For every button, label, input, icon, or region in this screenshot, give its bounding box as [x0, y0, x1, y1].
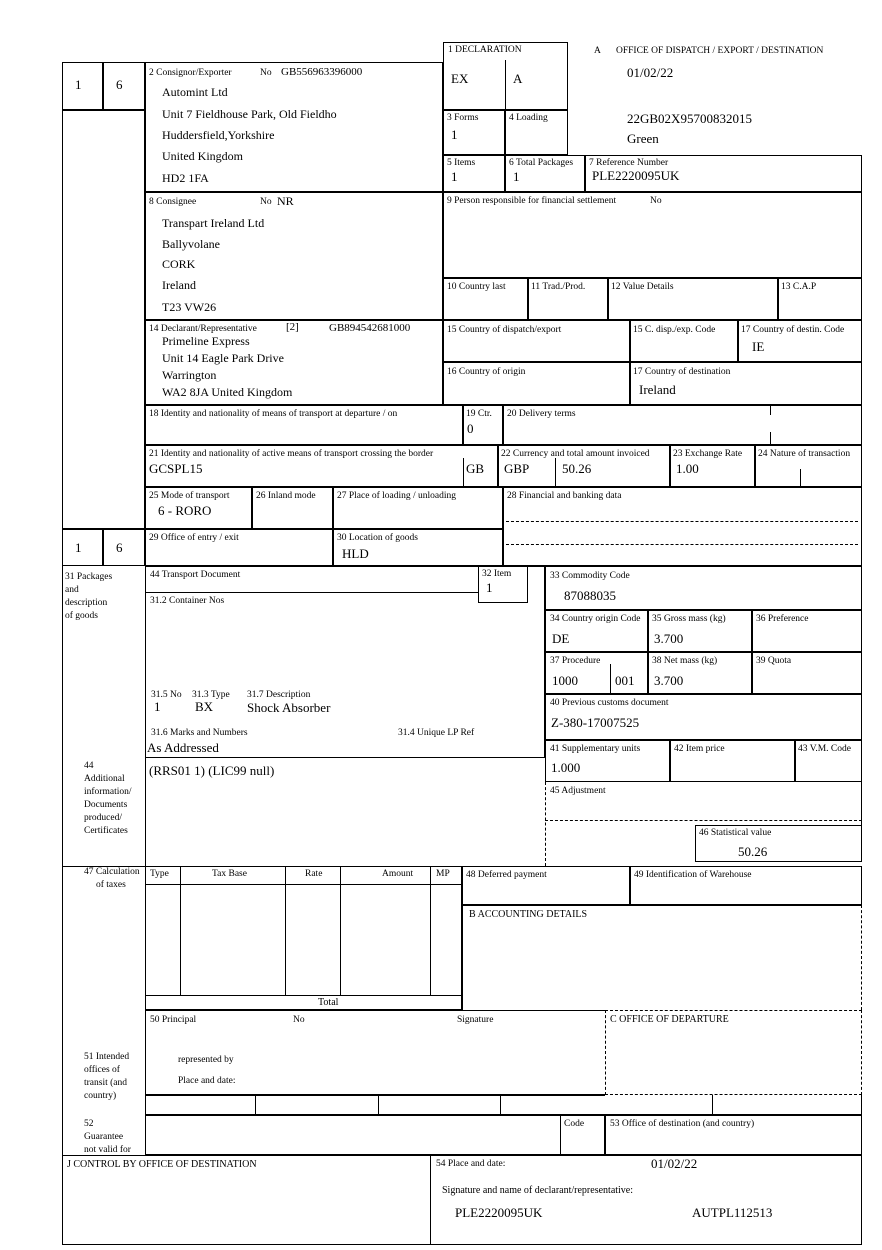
divider: [545, 820, 862, 821]
tax-col-mp: MP: [436, 869, 450, 879]
box44t-label: 44 Transport Document: [150, 570, 241, 580]
box9-label: 9 Person responsible for financial settlement: [447, 196, 617, 206]
tax-col-type: Type: [150, 869, 169, 879]
statistical-value: 50.26: [738, 844, 768, 859]
transit-row-left: [145, 1095, 605, 1115]
declaration-subtype: A: [513, 71, 523, 86]
declaration-type: EX: [451, 71, 469, 86]
invoice-amount: 50.26: [562, 461, 592, 476]
box35-label: 35 Gross mass (kg): [652, 614, 726, 624]
box29-label: 29 Office of entry / exit: [149, 533, 239, 543]
box17a-label: 17 Country of destin. Code: [741, 325, 845, 335]
box37-label: 37 Procedure: [550, 656, 601, 666]
box44-label: Documents: [84, 800, 128, 810]
box47-label: 47 Calculation: [84, 867, 140, 877]
box7-label: 7 Reference Number: [589, 158, 669, 168]
margin-cell-1b: [62, 529, 103, 566]
boxB-accounting: [462, 905, 862, 1010]
consignee-name: Transpart Ireland Ltd: [162, 216, 265, 230]
box50-place-label: Place and date:: [178, 1076, 236, 1086]
consignor-postcode: HD2 1FA: [162, 171, 209, 185]
box21-label: 21 Identity and nationality of active means of transport crossing the border: [149, 449, 434, 459]
box44-label: Certificates: [84, 826, 128, 836]
boxJ-label: J CONTROL BY OFFICE OF DESTINATION: [67, 1159, 257, 1170]
box38-label: 38 Net mass (kg): [652, 656, 718, 666]
divider: [770, 405, 771, 415]
box18-label: 18 Identity and nationality of means of transport at departure / on: [149, 409, 398, 419]
box19-label: 19 Ctr.: [466, 409, 492, 419]
box44-label: information/: [84, 787, 132, 797]
declarant-address-line: Unit 14 Eagle Park Drive: [162, 351, 284, 365]
divider: [610, 664, 611, 694]
box15-label: 15 Country of dispatch/export: [447, 325, 562, 335]
divider: [712, 1095, 713, 1115]
invoice-currency: GBP: [504, 461, 530, 476]
box3-label: 3 Forms: [447, 113, 479, 123]
margin-cell-6b: [103, 529, 145, 566]
box52-guarantee-area: [145, 1115, 560, 1155]
consignor-address-line: Huddersfield,Yorkshire: [162, 128, 275, 142]
box54-signature-label: Signature and name of declarant/representative:: [442, 1185, 634, 1196]
consignor-name: Automint Ltd: [162, 85, 228, 99]
margin-copy-number: 1: [75, 540, 82, 555]
box45-label: 45 Adjustment: [550, 786, 606, 796]
additional-information: (RRS01 1) (LIC99 null): [149, 763, 275, 778]
boxB-label: B ACCOUNTING DETAILS: [469, 909, 588, 920]
goods-location: HLD: [342, 546, 369, 561]
box46-label: 46 Statistical value: [699, 828, 772, 838]
box16-label: 16 Country of origin: [447, 367, 526, 377]
boxA-label: OFFICE OF DISPATCH / EXPORT / DESTINATION: [616, 46, 824, 56]
total-packages: 1: [513, 169, 520, 184]
divider: [145, 995, 462, 996]
consignor-eori: GB556963396000: [281, 66, 363, 78]
box14-label: 14 Declarant/Representative: [149, 324, 257, 334]
declarant-reference: PLE2220095UK: [455, 1205, 543, 1220]
divider: [506, 521, 858, 522]
divider: [378, 1095, 379, 1115]
box11-label: 11 Trad./Prod.: [531, 282, 586, 292]
box51-label: country): [84, 1091, 117, 1101]
consignee-country: Ireland: [162, 278, 196, 292]
previous-document: Z-380-17007525: [551, 715, 640, 730]
declarant-eori: GB894542681000: [329, 322, 411, 334]
box2-label: 2 Consignor/Exporter: [149, 68, 232, 78]
transport-identity: GCSPL15: [149, 461, 203, 476]
box44-label: produced/: [84, 813, 122, 823]
procedure-code-2: 001: [615, 673, 635, 688]
box52-label: Guarantee: [84, 1132, 124, 1142]
box25-label: 25 Mode of transport: [149, 491, 230, 501]
box15a-label: 15 C. disp./exp. Code: [633, 325, 716, 335]
destination-country-code: IE: [752, 339, 765, 354]
box13-label: 13 C.A.P: [781, 282, 817, 292]
transport-mode: 6 - RORO: [158, 503, 212, 518]
box52-label: 52: [84, 1119, 94, 1129]
form-right-border-bottom: [861, 1155, 862, 1245]
destination-country: Ireland: [639, 382, 676, 397]
box22-label: 22 Currency and total amount invoiced: [501, 449, 650, 459]
forms-count: 1: [451, 127, 458, 142]
movement-reference-number: 22GB02X95700832015: [627, 111, 752, 126]
consignee-city: CORK: [162, 257, 196, 271]
consignee-id: NR: [277, 194, 294, 208]
divider: [555, 458, 556, 487]
origin-country-code: DE: [552, 631, 570, 646]
form-bottom-border: [62, 1244, 862, 1245]
packages-count: 1: [154, 699, 161, 714]
box5-label: 5 Items: [447, 158, 476, 168]
divider: [770, 432, 771, 445]
box31-3-label: 31.3 Type: [192, 690, 230, 700]
consignee-postcode: T23 VW26: [162, 300, 217, 314]
box12-label: 12 Value Details: [611, 282, 674, 292]
box52-label: not valid for: [84, 1145, 131, 1155]
commodity-code: 87088035: [564, 588, 616, 603]
box10-label: 10 Country last: [447, 282, 506, 292]
box44-label: 44: [84, 761, 94, 771]
box43-label: 43 V.M. Code: [798, 744, 851, 754]
routing-status: Green: [627, 131, 659, 146]
divider: [861, 782, 862, 826]
box31-2-label: 31.2 Container Nos: [150, 596, 225, 606]
gross-mass: 3.700: [654, 631, 684, 646]
box31-label: description: [65, 598, 108, 608]
representative-code: [2]: [286, 321, 299, 333]
box1-label: 1 DECLARATION: [448, 45, 522, 55]
box48-label: 48 Deferred payment: [466, 870, 547, 880]
dispatch-date: 01/02/22: [627, 65, 674, 80]
box17-label: 17 Country of destination: [633, 367, 731, 377]
tax-col-rate: Rate: [305, 869, 323, 879]
divider: [430, 1155, 431, 1244]
box39-label: 39 Quota: [756, 656, 792, 666]
box31-7-label: 31.7 Description: [247, 690, 311, 700]
divider: [285, 866, 286, 995]
tax-col-amount: Amount: [382, 869, 414, 879]
box34-label: 34 Country origin Code: [550, 614, 641, 624]
box20-label: 20 Delivery terms: [507, 409, 576, 419]
boxA-letter: A: [594, 46, 601, 56]
box40-label: 40 Previous customs document: [550, 698, 669, 708]
box32-label: 32 Item: [482, 569, 512, 579]
divider: [500, 1095, 501, 1115]
item-number: 1: [486, 580, 493, 595]
box51-label: 51 Intended: [84, 1052, 130, 1062]
divider: [430, 866, 431, 995]
box31-6-label: 31.6 Marks and Numbers: [151, 728, 248, 738]
box26-label: 26 Inland mode: [256, 491, 316, 501]
divider: [340, 866, 341, 995]
box31-label: of goods: [65, 611, 98, 621]
package-type: BX: [195, 699, 214, 714]
transport-nationality: GB: [466, 461, 485, 476]
box47-label: of taxes: [96, 880, 126, 890]
box49-label: 49 Identification of Warehouse: [634, 870, 752, 880]
box31-4-label: 31.4 Unique LP Ref: [398, 728, 475, 738]
box50-label: 50 Principal: [150, 1015, 197, 1025]
box53-label: 53 Office of destination (and country): [610, 1119, 755, 1129]
box2-no-label: No: [260, 68, 272, 78]
divider: [545, 782, 546, 866]
margin-copy-number: 6: [116, 77, 123, 92]
declaration-date: 01/02/22: [651, 1156, 698, 1171]
divider: [145, 592, 478, 593]
declarant-postcode-country: WA2 8JA United Kingdom: [162, 385, 293, 399]
consignor-country: United Kingdom: [162, 149, 243, 163]
box42-label: 42 Item price: [674, 744, 725, 754]
divider: [505, 60, 506, 110]
goods-description: Shock Absorber: [247, 700, 331, 715]
divider: [861, 905, 862, 1010]
margin-strip: [62, 110, 145, 529]
consignee-address-line: Ballyvolane: [162, 237, 220, 251]
box52-code-label: Code: [564, 1119, 585, 1129]
divider: [506, 544, 858, 545]
margin-copy-number: 1: [75, 77, 82, 92]
box8-no-label: No: [260, 197, 272, 207]
section-divider: [62, 1155, 862, 1156]
reference-number: PLE2220095UK: [592, 168, 680, 183]
box54-label: 54 Place and date:: [436, 1159, 506, 1169]
box31-label: 31 Packages: [65, 572, 113, 582]
box8-label: 8 Consignee: [149, 197, 197, 207]
items-count: 1: [451, 169, 458, 184]
box30-label: 30 Location of goods: [337, 533, 419, 543]
divider: [463, 458, 464, 487]
box41-label: 41 Supplementary units: [550, 744, 641, 754]
box33-label: 33 Commodity Code: [550, 571, 630, 581]
procedure-code: 1000: [552, 673, 578, 688]
box51-label: offices of: [84, 1065, 120, 1075]
divider: [255, 1095, 256, 1115]
divider: [180, 866, 181, 995]
box23-label: 23 Exchange Rate: [673, 449, 743, 459]
boxC-label: C OFFICE OF DEPARTURE: [610, 1014, 729, 1025]
box9-no-label: No: [650, 196, 662, 206]
marks-numbers: As Addressed: [147, 740, 219, 755]
box44-label: Additional: [84, 774, 125, 784]
box27-label: 27 Place of loading / unloading: [337, 491, 456, 501]
box4-label: 4 Loading: [509, 113, 548, 123]
box50-represented-label: represented by: [178, 1055, 234, 1065]
transit-row-right: [605, 1095, 862, 1115]
exchange-rate: 1.00: [676, 461, 699, 476]
box36-label: 36 Preference: [756, 614, 809, 624]
tax-total-label: Total: [318, 997, 339, 1008]
margin-cell-6: [103, 62, 145, 110]
tax-table: [145, 866, 462, 1010]
divider: [145, 758, 146, 866]
box6-label: 6 Total Packages: [509, 158, 574, 168]
supplementary-units: 1.000: [551, 760, 581, 775]
divider: [145, 884, 462, 885]
box50-signature-label: Signature: [457, 1015, 494, 1025]
consignor-address-line: Unit 7 Fieldhouse Park, Old Fieldho: [162, 107, 337, 121]
margin-cell-1: [62, 62, 103, 110]
box31-label: and: [65, 585, 79, 595]
declarant-city: Warrington: [162, 368, 217, 382]
margin-copy-number: 6: [116, 540, 123, 555]
declarant-name: Primeline Express: [162, 334, 250, 348]
net-mass: 3.700: [654, 673, 684, 688]
box24-label: 24 Nature of transaction: [758, 449, 851, 459]
container-flag: 0: [467, 421, 474, 436]
box51-label: transit (and: [84, 1078, 128, 1088]
declarant-signature-name: AUTPL112513: [692, 1205, 773, 1220]
box28-label: 28 Financial and banking data: [507, 491, 622, 501]
tax-col-taxbase: Tax Base: [212, 869, 247, 879]
box31-5-label: 31.5 No: [151, 690, 182, 700]
divider: [800, 469, 801, 487]
box50-no-label: No: [293, 1015, 305, 1025]
